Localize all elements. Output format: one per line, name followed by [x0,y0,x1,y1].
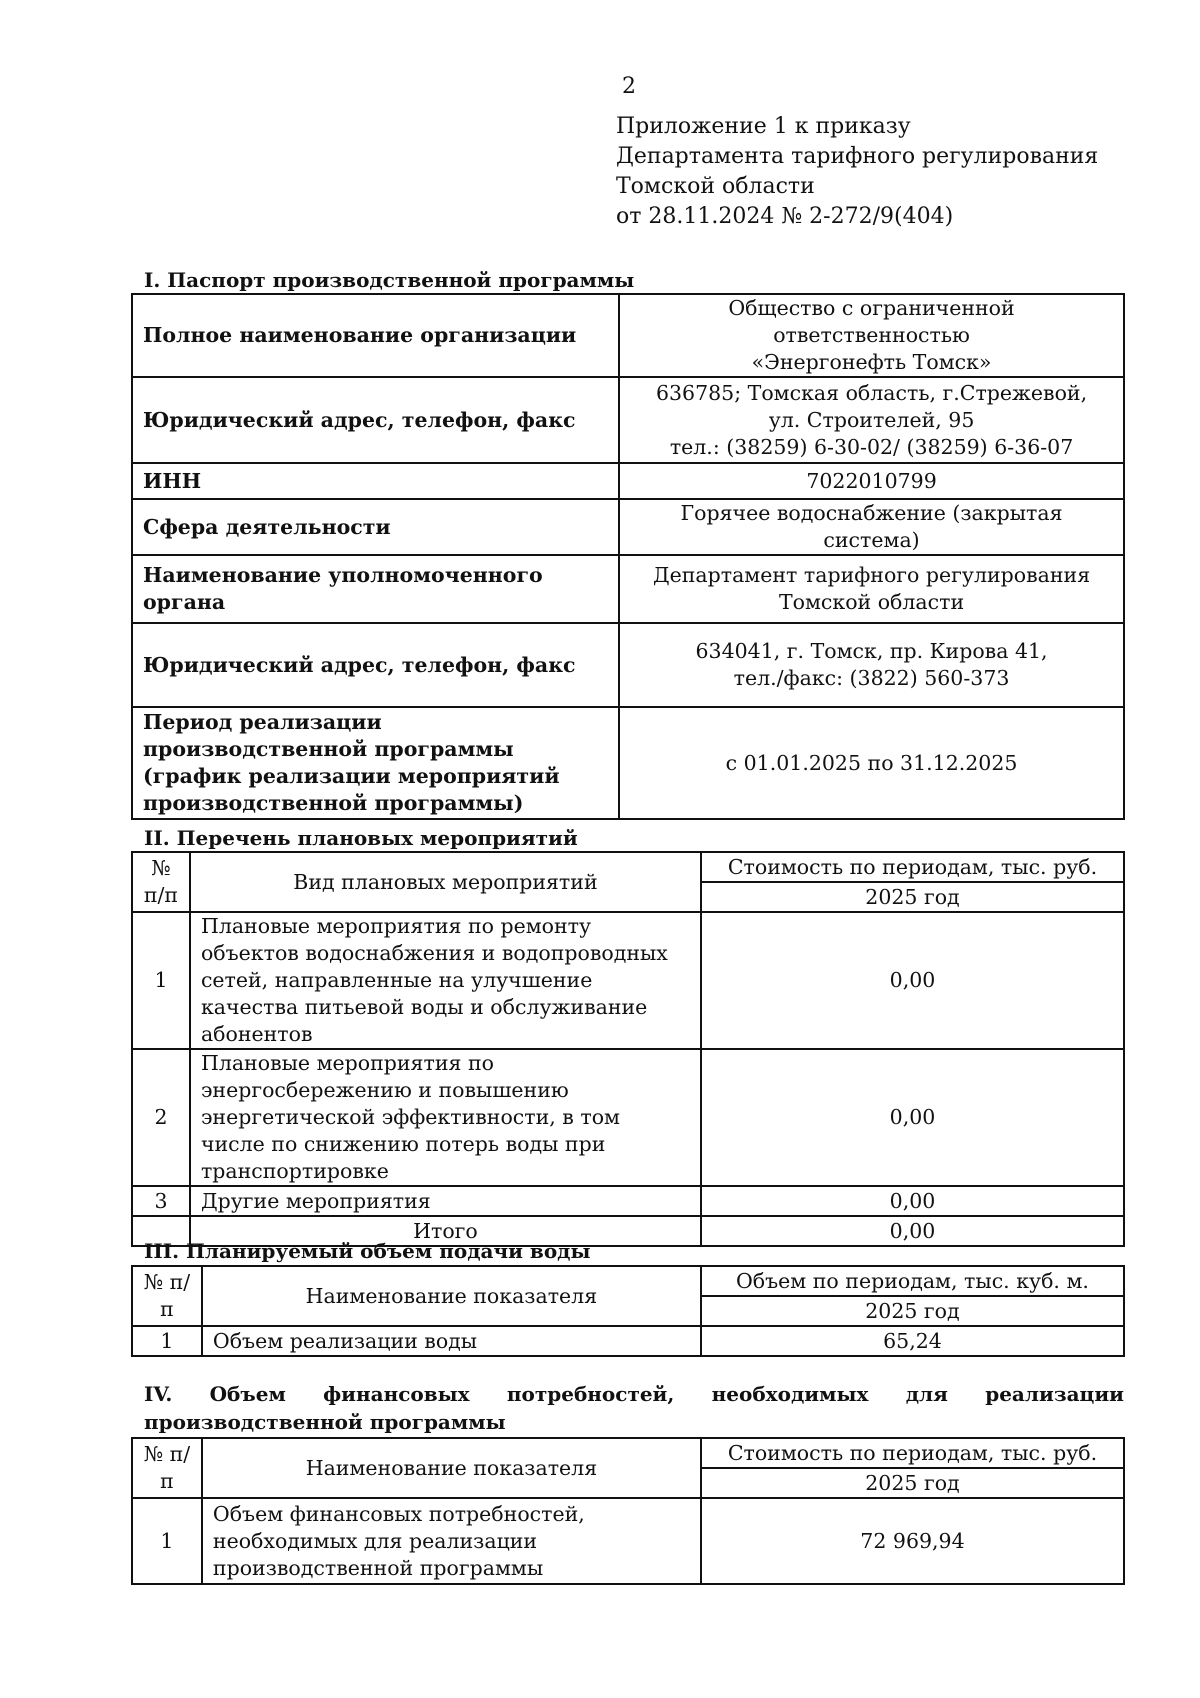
value-line: 634041, г. Томск, пр. Кирова 41, [695,639,1048,663]
row-value [619,294,1124,377]
financial-needs-table [131,1437,1125,1585]
row-name: Объем реализации воды [202,1326,701,1356]
row-num: 1 [132,912,190,1049]
row-name: Плановые мероприятия по энергосбережению и повышению энергетической эффективности, в том числе по снижению потерь воды при транспортировке [190,1049,701,1186]
row-value: 0,00 [701,1049,1124,1186]
row-num: 1 [132,1326,202,1356]
value-line: «Энергонефть Томск» [751,350,992,374]
table-row [132,555,1124,623]
table-row [132,499,1124,555]
total-label: Итого [190,1216,701,1246]
row-name: Другие мероприятия [190,1186,701,1216]
appendix-line: Приложение 1 к приказу [616,114,911,139]
row-label: ИНН [132,463,619,499]
row-value: 7022010799 [619,463,1124,499]
table-header-row [132,1266,1124,1296]
row-label: Юридический адрес, телефон, факс [132,623,619,707]
header-num: № п/п [132,1438,202,1498]
row-value: 0,00 [701,1186,1124,1216]
table-header-row [132,1438,1124,1468]
header-year: 2025 год [701,1468,1124,1498]
table-row [132,377,1124,463]
row-value: с 01.01.2025 по 31.12.2025 [619,707,1124,819]
table-row [132,1049,1124,1186]
table-row [132,707,1124,819]
table-header-row [132,852,1124,882]
total-value: 0,00 [701,1216,1124,1246]
value-line: Томской области [778,590,965,614]
appendix-line: Томской области [616,174,815,199]
header-name: Наименование показателя [202,1266,701,1326]
section1-title: I. Паспорт производственной программы [144,268,635,292]
row-name: Плановые мероприятия по ремонту объектов водоснабжения и водопроводных сетей, направленные на улучшение качества питьевой воды и обслуживание абонентов [190,912,701,1049]
header-name: Вид плановых мероприятий [190,852,701,912]
row-num: 3 [132,1186,190,1216]
row-num: 1 [132,1498,202,1584]
row-value: 72 969,94 [701,1498,1124,1584]
table-row [132,1186,1124,1216]
section2-title: II. Перечень плановых мероприятий [144,826,578,850]
row-label: Наименование уполномоченного органа [132,555,619,623]
appendix-header [616,112,1098,232]
header-cost: Стоимость по периодам, тыс. руб. [701,1438,1124,1468]
section4-title: IV. Объем финансовых потребностей, необходимых для реализации производственной программы [144,1382,1124,1434]
table-row [132,623,1124,707]
row-value: 0,00 [701,912,1124,1049]
header-year: 2025 год [701,882,1124,912]
header-num: № п/п [132,1266,202,1326]
appendix-line: от 28.11.2024 № 2-272/9(404) [616,204,954,229]
table-row [132,1498,1124,1584]
section3-title: III. Планируемый объем подачи воды [144,1239,591,1263]
row-value [619,377,1124,463]
header-num: № п/п [132,852,190,912]
water-volume-table [131,1265,1125,1357]
table-row [132,912,1124,1049]
row-label: Сфера деятельности [132,499,619,555]
value-line: ул. Строителей, 95 [768,407,975,432]
row-label: Юридический адрес, телефон, факс [132,377,619,463]
appendix-line: Департамента тарифного регулирования [616,144,1099,169]
row-value: 65,24 [701,1326,1124,1356]
header-name: Наименование показателя [202,1438,701,1498]
value-line: Департамент тарифного регулирования [652,563,1091,587]
row-value: Горячее водоснабжение (закрытая система) [619,499,1124,555]
value-line: тел.: (38259) 6-30-02/ (38259) 6-36-07 [669,434,1074,459]
value-line: тел./факс: (3822) 560-373 [733,666,1010,690]
activities-table [131,851,1125,1247]
passport-table [131,293,1125,820]
header-year: 2025 год [701,1296,1124,1326]
table-row [132,1326,1124,1356]
row-name: Объем финансовых потребностей, необходимых для реализации производственной программы [202,1498,701,1584]
value-line: 636785; Томская область, г.Стрежевой, [655,380,1088,405]
header-cost: Стоимость по периодам, тыс. руб. [701,852,1124,882]
header-volume: Объем по периодам, тыс. куб. м. [701,1266,1124,1296]
row-value [619,555,1124,623]
row-value [619,623,1124,707]
table-row [132,463,1124,499]
value-line: Общество с ограниченной ответственностью [728,296,1015,347]
page-number: 2 [622,74,636,99]
table-row [132,294,1124,377]
row-label: Полное наименование организации [132,294,619,377]
row-num: 2 [132,1049,190,1186]
row-label: Период реализации производственной программы (график реализации мероприятий производственной программы) [132,707,619,819]
